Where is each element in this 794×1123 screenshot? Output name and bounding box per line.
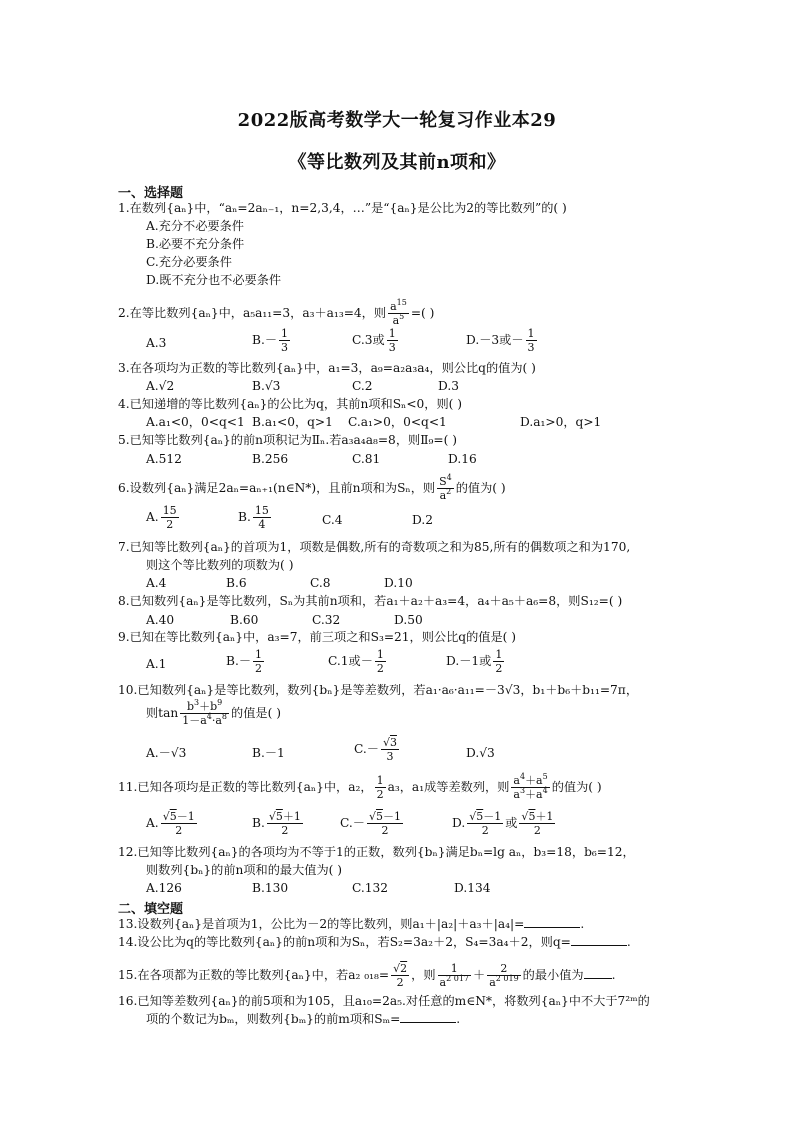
q12-option-d: D.134 — [454, 881, 491, 895]
q2-option-a: A.3 — [146, 336, 167, 350]
q2-option-b: B.－ $\frac{1}{3}$ — [252, 327, 289, 354]
q12-option-a: A.126 — [146, 881, 182, 895]
question-10: 10.已知数列{aₙ}是等比数列，数列{bₙ}是等差数列，若a₁·a₆·a₁₁=－3√3，b₁＋b₆＋b₁₁=7π， — [118, 683, 639, 697]
question-7: 7.已知等比数列{aₙ}的首项为1，项数是偶数,所有的奇数项之和为85,所有的偶数项之和为170, — [118, 540, 631, 554]
q12-option-b: B.130 — [252, 881, 289, 895]
q8-option-c: C.32 — [312, 613, 341, 627]
question-1: 1.在数列{aₙ}中，“aₙ=2aₙ₋₁，n=2,3,4，…”是“{aₙ}是公比为2的等比数列”的( ) — [118, 201, 567, 215]
q6-option-d: D.2 — [412, 513, 433, 527]
q10-option-d: D.√3 — [466, 746, 495, 760]
q4-option-b: B.a₁<0，q>1 — [252, 415, 333, 429]
question-6: 6.设数列{aₙ}满足2aₙ=aₙ₊₁(n∈N*)，且前n项和为Sₙ，则 $\frac{S^4}{a^2}$ 的值为( ) — [118, 473, 506, 502]
q10-option-c: C.－ $\frac{√3}{3}$ — [354, 736, 397, 763]
doc-subtitle: 《等比数列及其前n项和》 — [288, 152, 506, 173]
q2-option-d: D.－3或－ $\frac{1}{3}$ — [466, 327, 535, 354]
q1-option-d: D.既不充分也不必要条件 — [146, 273, 282, 287]
q5-option-a: A.512 — [146, 452, 182, 466]
q4-option-d: D.a₁>0，q>1 — [520, 415, 602, 429]
q11-option-c: C.－ $\frac{√5-1}{2}$ — [340, 810, 401, 837]
q12-option-c: C.132 — [352, 881, 389, 895]
question-13: 13.设数列{aₙ}是首项为1，公比为－2的等比数列，则a₁＋|a₂|＋a₃＋|a₄|= . — [118, 917, 585, 931]
q7-option-b: B.6 — [226, 576, 247, 590]
q9-option-c: C.1或－ $\frac{1}{2}$ — [328, 648, 384, 675]
doc-title: 2022版高考数学大一轮复习作业本29 — [237, 110, 557, 131]
q3-option-d: D.3 — [438, 379, 459, 393]
section-choice-heading: 一、选择题 — [118, 186, 184, 201]
question-7-cont: 则这个等比数列的项数为( ) — [146, 558, 294, 572]
q9-option-a: A.1 — [146, 657, 167, 671]
q1-option-b: B.必要不充分条件 — [146, 237, 245, 251]
q1-option-c: C.充分必要条件 — [146, 255, 232, 269]
q10-option-b: B.－1 — [252, 746, 285, 760]
q7-option-c: C.8 — [310, 576, 331, 590]
q10-option-a: A.－√3 — [146, 746, 187, 760]
q1-option-a: A.充分不必要条件 — [146, 219, 244, 233]
question-16-cont: 项的个数记为bₘ，则数列{bₘ}的前m项和Sₘ= . — [146, 1012, 461, 1026]
question-4: 4.已知递增的等比数列{aₙ}的公比为q，其前n项和Sₙ<0，则( ) — [118, 397, 463, 411]
q8-option-d: D.50 — [394, 613, 423, 627]
question-12: 12.已知等比数列{aₙ}的各项均为不等于1的正数，数列{bₙ}满足bₙ=lg aₙ，b₃=18，b₆=12， — [118, 845, 635, 859]
q8-option-b: B.60 — [230, 613, 259, 627]
question-5: 5.已知等比数列{aₙ}的前n项积记为Ⅱₙ.若a₃a₄a₈=8，则Ⅱ₉=( ) — [118, 433, 457, 447]
q7-option-d: D.10 — [384, 576, 413, 590]
q6-option-c: C.4 — [322, 513, 343, 527]
section-fill-heading: 二、填空题 — [118, 902, 184, 917]
q4-option-a: A.a₁<0，0<q<1 — [146, 415, 245, 429]
q9-option-b: B.－ $\frac{1}{2}$ — [226, 648, 263, 675]
q5-option-d: D.16 — [448, 452, 477, 466]
q7-option-a: A.4 — [146, 576, 167, 590]
question-9: 9.已知在等比数列{aₙ}中，a₃=7，前三项之和S₃=21，则公比q的值是( ) — [118, 630, 517, 644]
q6-option-a: A. $\frac{15}{2}$ — [146, 504, 177, 531]
question-12-cont: 则数列{bₙ}的前n项和的最大值为( ) — [146, 863, 343, 877]
q3-option-b: B.√3 — [252, 379, 281, 393]
question-11: 11.已知各项均是正数的等比数列{aₙ}中，a₂， $\frac{1}{2}$ a₃，a₁成等差数列，则 $\frac{a^4+a^5}{a^3+a^4}$ 的值为( ) — [118, 772, 602, 801]
question-3: 3.在各项均为正数的等比数列{aₙ}中，a₁=3，a₉=a₂a₃a₄，则公比q的值为( ) — [118, 361, 536, 375]
question-16: 16.已知等差数列{aₙ}的前5项和为105，且a₁₀=2a₅.对任意的m∈N*，将数列{aₙ}中不大于7²ᵐ的 — [118, 994, 650, 1008]
q9-option-d: D.－1或 $\frac{1}{2}$ — [446, 648, 503, 675]
q3-option-a: A.√2 — [146, 379, 175, 393]
q5-option-c: C.81 — [352, 452, 381, 466]
q5-option-b: B.256 — [252, 452, 289, 466]
question-10-cont: 则tan $\frac{b^3+b^9}{1-a^4\cdot a^8}$ 的值是( ) — [146, 698, 281, 727]
q6-option-b: B. $\frac{15}{4}$ — [238, 504, 269, 531]
q11-option-d: D. $\frac{√5-1}{2}$ 或 $\frac{√5+1}{2}$ — [452, 810, 554, 837]
question-15: 15.在各项都为正数的等比数列{aₙ}中，若a₂ ₀₁₈= $\frac{√2}{2}$ ，则 $\frac{1}{a^{2 017}}$ ＋ $\frac{2}{a^{2 019}}$ 的最小值为 . — [118, 962, 616, 989]
q4-option-c: C.a₁>0，0<q<1 — [348, 415, 447, 429]
question-2: 2.在等比数列{aₙ}中，a₅a₁₁=3，a₃＋a₁₃=4，则 $\frac{a^{15}}{a^5}$ =( ) — [118, 298, 435, 327]
question-8: 8.已知数列{aₙ}是等比数列，Sₙ为其前n项和，若a₁＋a₂＋a₃=4，a₄＋a₅＋a₆=8，则S₁₂=( ) — [118, 594, 623, 608]
q8-option-a: A.40 — [146, 613, 175, 627]
question-14: 14.设公比为q的等比数列{aₙ}的前n项和为Sₙ，若S₂=3a₂＋2，S₄=3a₄＋2，则q= . — [118, 935, 631, 949]
q2-option-c: C.3或 $\frac{1}{3}$ — [352, 327, 396, 354]
q11-option-a: A. $\frac{√5-1}{2}$ — [146, 810, 195, 837]
q3-option-c: C.2 — [352, 379, 373, 393]
q11-option-b: B. $\frac{√5+1}{2}$ — [252, 810, 301, 837]
